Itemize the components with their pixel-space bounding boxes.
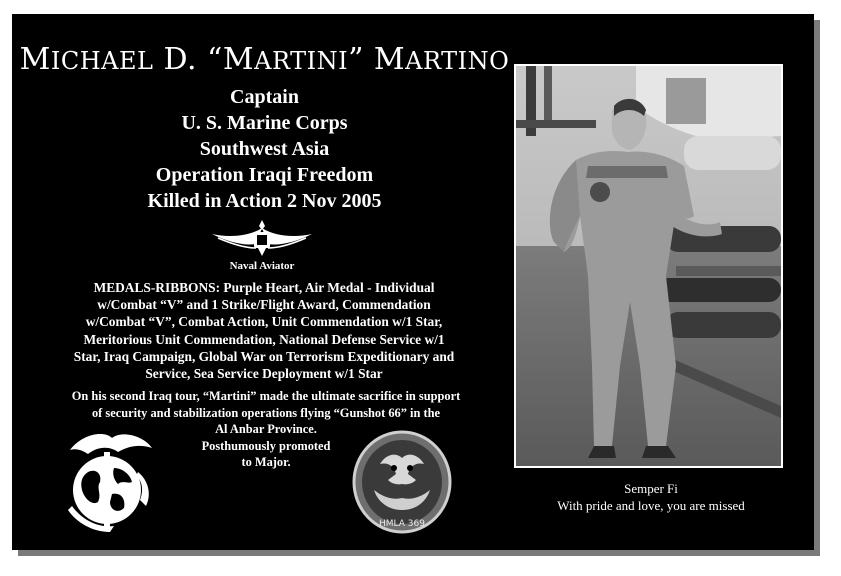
- name-part: ARTINI: [254, 47, 349, 75]
- memorial-plaque: [12, 14, 814, 550]
- photo-caption: [520, 480, 782, 514]
- kia-date: Killed in Action 2 Nov 2005: [147, 190, 382, 212]
- portrait-photo-image: [516, 66, 781, 466]
- medals-ribbons: [44, 279, 484, 382]
- medals-line: w/Combat “V”, Combat Action, Unit Commendation w/1 Star,: [85, 314, 443, 330]
- portrait-photo: [514, 64, 783, 468]
- medals-line: Service, Sea Service Deployment w/1 Star: [145, 366, 383, 382]
- naval-aviator-wings-icon: [210, 220, 314, 258]
- honoree-name: [12, 42, 517, 77]
- name-part: ARTINO: [405, 47, 510, 75]
- rank: Captain: [230, 86, 299, 108]
- story-line: of security and stabilization operations flying “Gunshot 66” in the: [91, 405, 440, 420]
- caption-line-1: Semper Fi: [624, 481, 678, 496]
- name-part: D. “M: [153, 42, 255, 77]
- story-line: Posthumously promoted: [201, 438, 331, 453]
- caption-line-2: With pride and love, you are missed: [557, 498, 745, 513]
- region: Southwest Asia: [199, 138, 330, 160]
- story-line: On his second Iraq tour, “Martini” made the ultimate sacrifice in support: [71, 389, 461, 403]
- story-line: Al Anbar Province.: [215, 422, 317, 437]
- squadron-patch-icon: [350, 428, 454, 536]
- operation: Operation Iraqi Freedom: [155, 164, 374, 186]
- medals-line: Star, Iraq Campaign, Global War on Terrorism Expeditionary and: [73, 348, 455, 364]
- medals-line: w/Combat “V” and 1 Strike/Flight Award, Commendation: [97, 297, 431, 313]
- name-part: ICHAEL: [50, 47, 154, 75]
- name-part: ” M: [348, 42, 406, 77]
- medals-line: Meritorious Unit Commendation, National Defense Service w/1: [83, 331, 445, 347]
- branch: U. S. Marine Corps: [181, 112, 348, 134]
- name-part: M: [19, 42, 51, 77]
- marine-corps-emblem-icon: [52, 428, 162, 536]
- medals-line: MEDALS-RIBBONS: Purple Heart, Air Medal - Individual: [93, 280, 435, 295]
- story-line: to Major.: [241, 455, 291, 470]
- insignia-label: Naval Aviator: [229, 260, 295, 272]
- squadron-patch-text: HMLA 369: [379, 519, 425, 529]
